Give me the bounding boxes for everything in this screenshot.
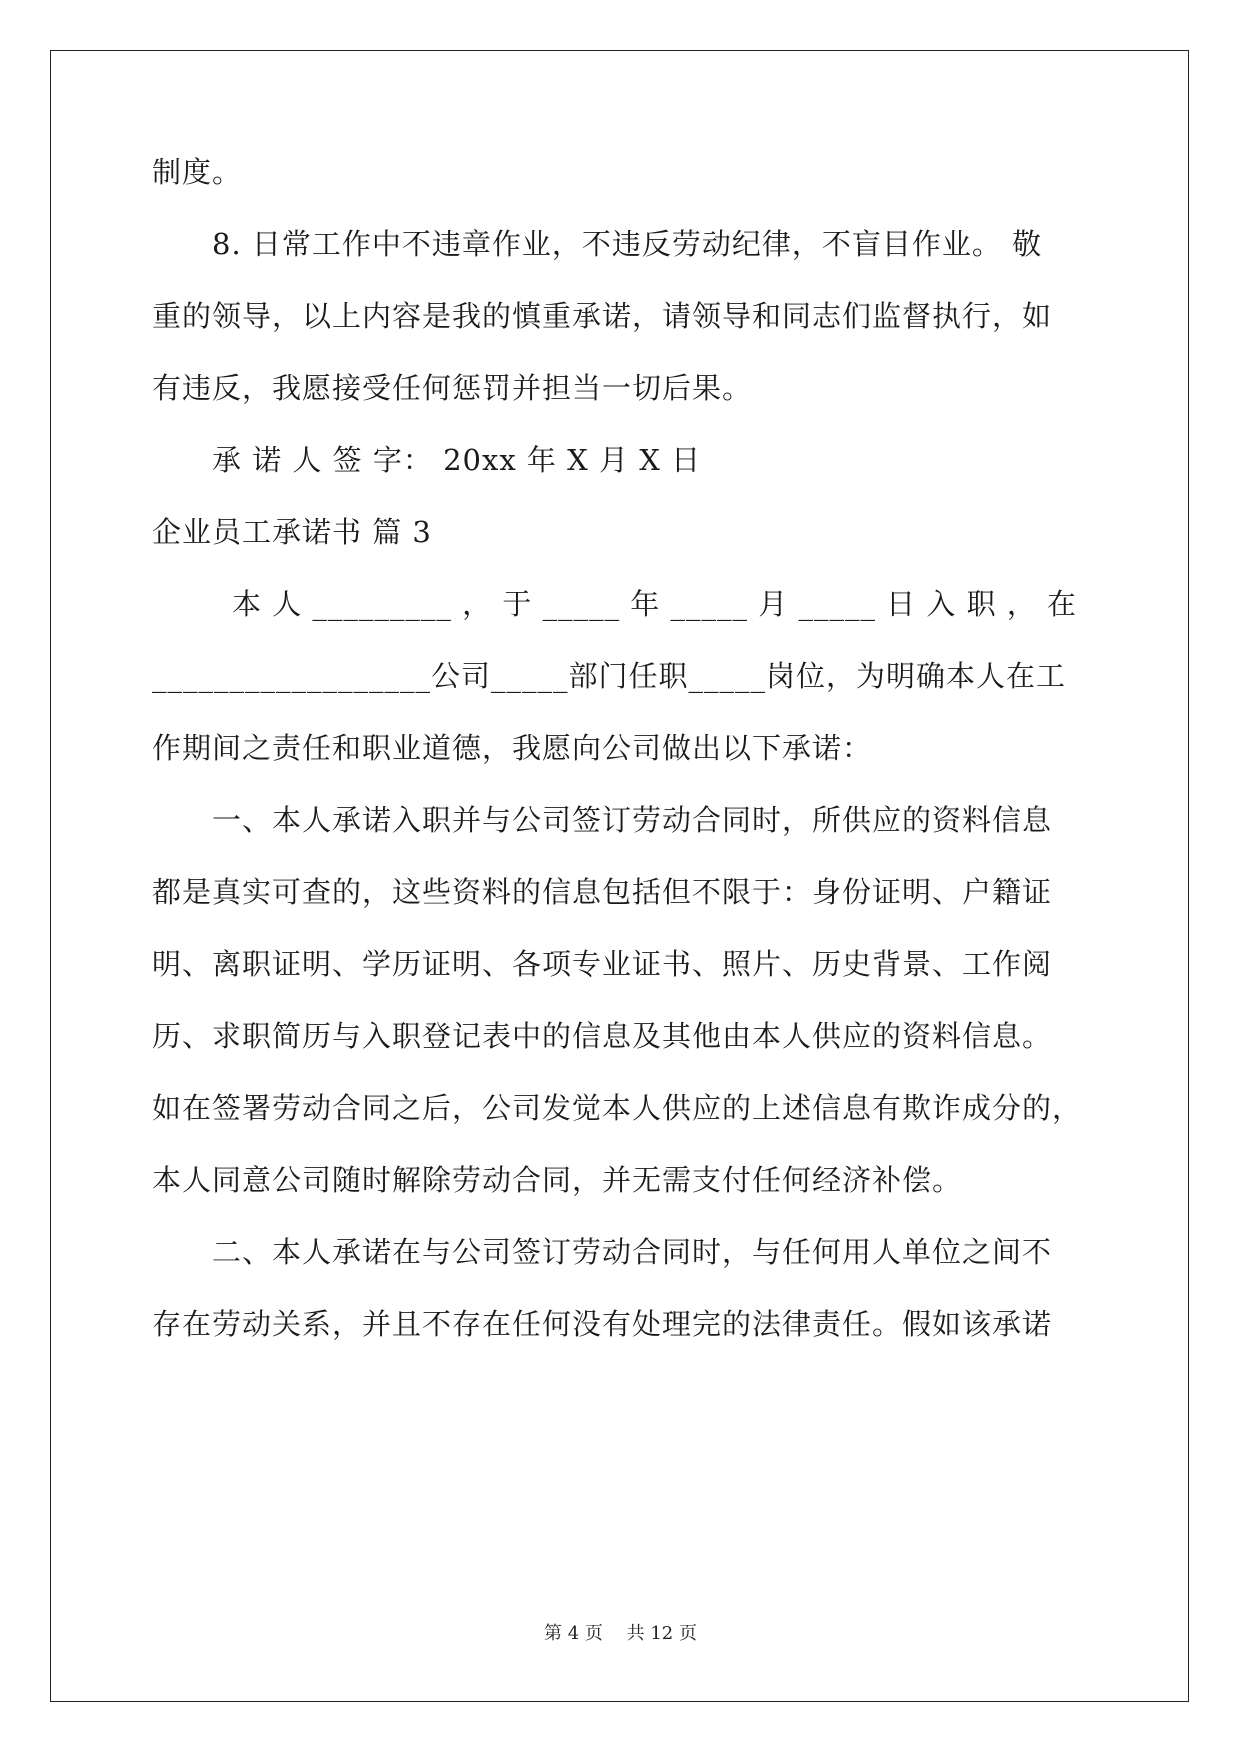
text-line: 有违反，我愿接受任何惩罚并担当一切后果。 bbox=[152, 371, 753, 405]
form-fill-line: __________________公司_____部门任职_____岗位，为明确本人在工 bbox=[152, 659, 1067, 693]
text-line: 二、本人承诺在与公司签订劳动合同时，与任何用人单位之间不 bbox=[212, 1235, 1053, 1269]
text-line: 作期间之责任和职业道德，我愿向公司做出以下承诺： bbox=[152, 731, 873, 765]
text-line: 一、本人承诺入职并与公司签订劳动合同时，所供应的资料信息 bbox=[212, 803, 1053, 837]
section-heading: 企业员工承诺书 篇 3 bbox=[152, 515, 432, 549]
text-line: 明、离职证明、学历证明、各项专业证书、照片、历史背景、工作阅 bbox=[152, 947, 1053, 981]
page-number: 第 4 页 共 12 页 bbox=[544, 1623, 697, 1644]
text-line: 存在劳动关系，并且不存在任何没有处理完的法律责任。假如该承诺 bbox=[152, 1307, 1053, 1341]
text-line: 重的领导，以上内容是我的慎重承诺，请领导和同志们监督执行，如 bbox=[152, 299, 1053, 333]
text-line: 制度。 bbox=[152, 155, 243, 189]
text-line: 都是真实可查的，这些资料的信息包括但不限于：身份证明、户籍证 bbox=[152, 875, 1053, 909]
text-line: 历、求职简历与入职登记表中的信息及其他由本人供应的资料信息。 bbox=[152, 1019, 1053, 1053]
text-line: 如在签署劳动合同之后，公司发觉本人供应的上述信息有欺诈成分的， bbox=[152, 1091, 1083, 1125]
text-line: 本人同意公司随时解除劳动合同，并无需支付任何经济补偿。 bbox=[152, 1163, 963, 1197]
form-fill-line: 本 人 _________ ， 于 _____ 年 _____ 月 _____ 日 入 职 ， 在 bbox=[232, 587, 1078, 621]
text-line: 8. 日常工作中不违章作业，不违反劳动纪律，不盲目作业。 敬 bbox=[212, 227, 1043, 261]
signature-line: 承 诺 人 签 字： 20xx 年 X 月 X 日 bbox=[212, 443, 702, 477]
